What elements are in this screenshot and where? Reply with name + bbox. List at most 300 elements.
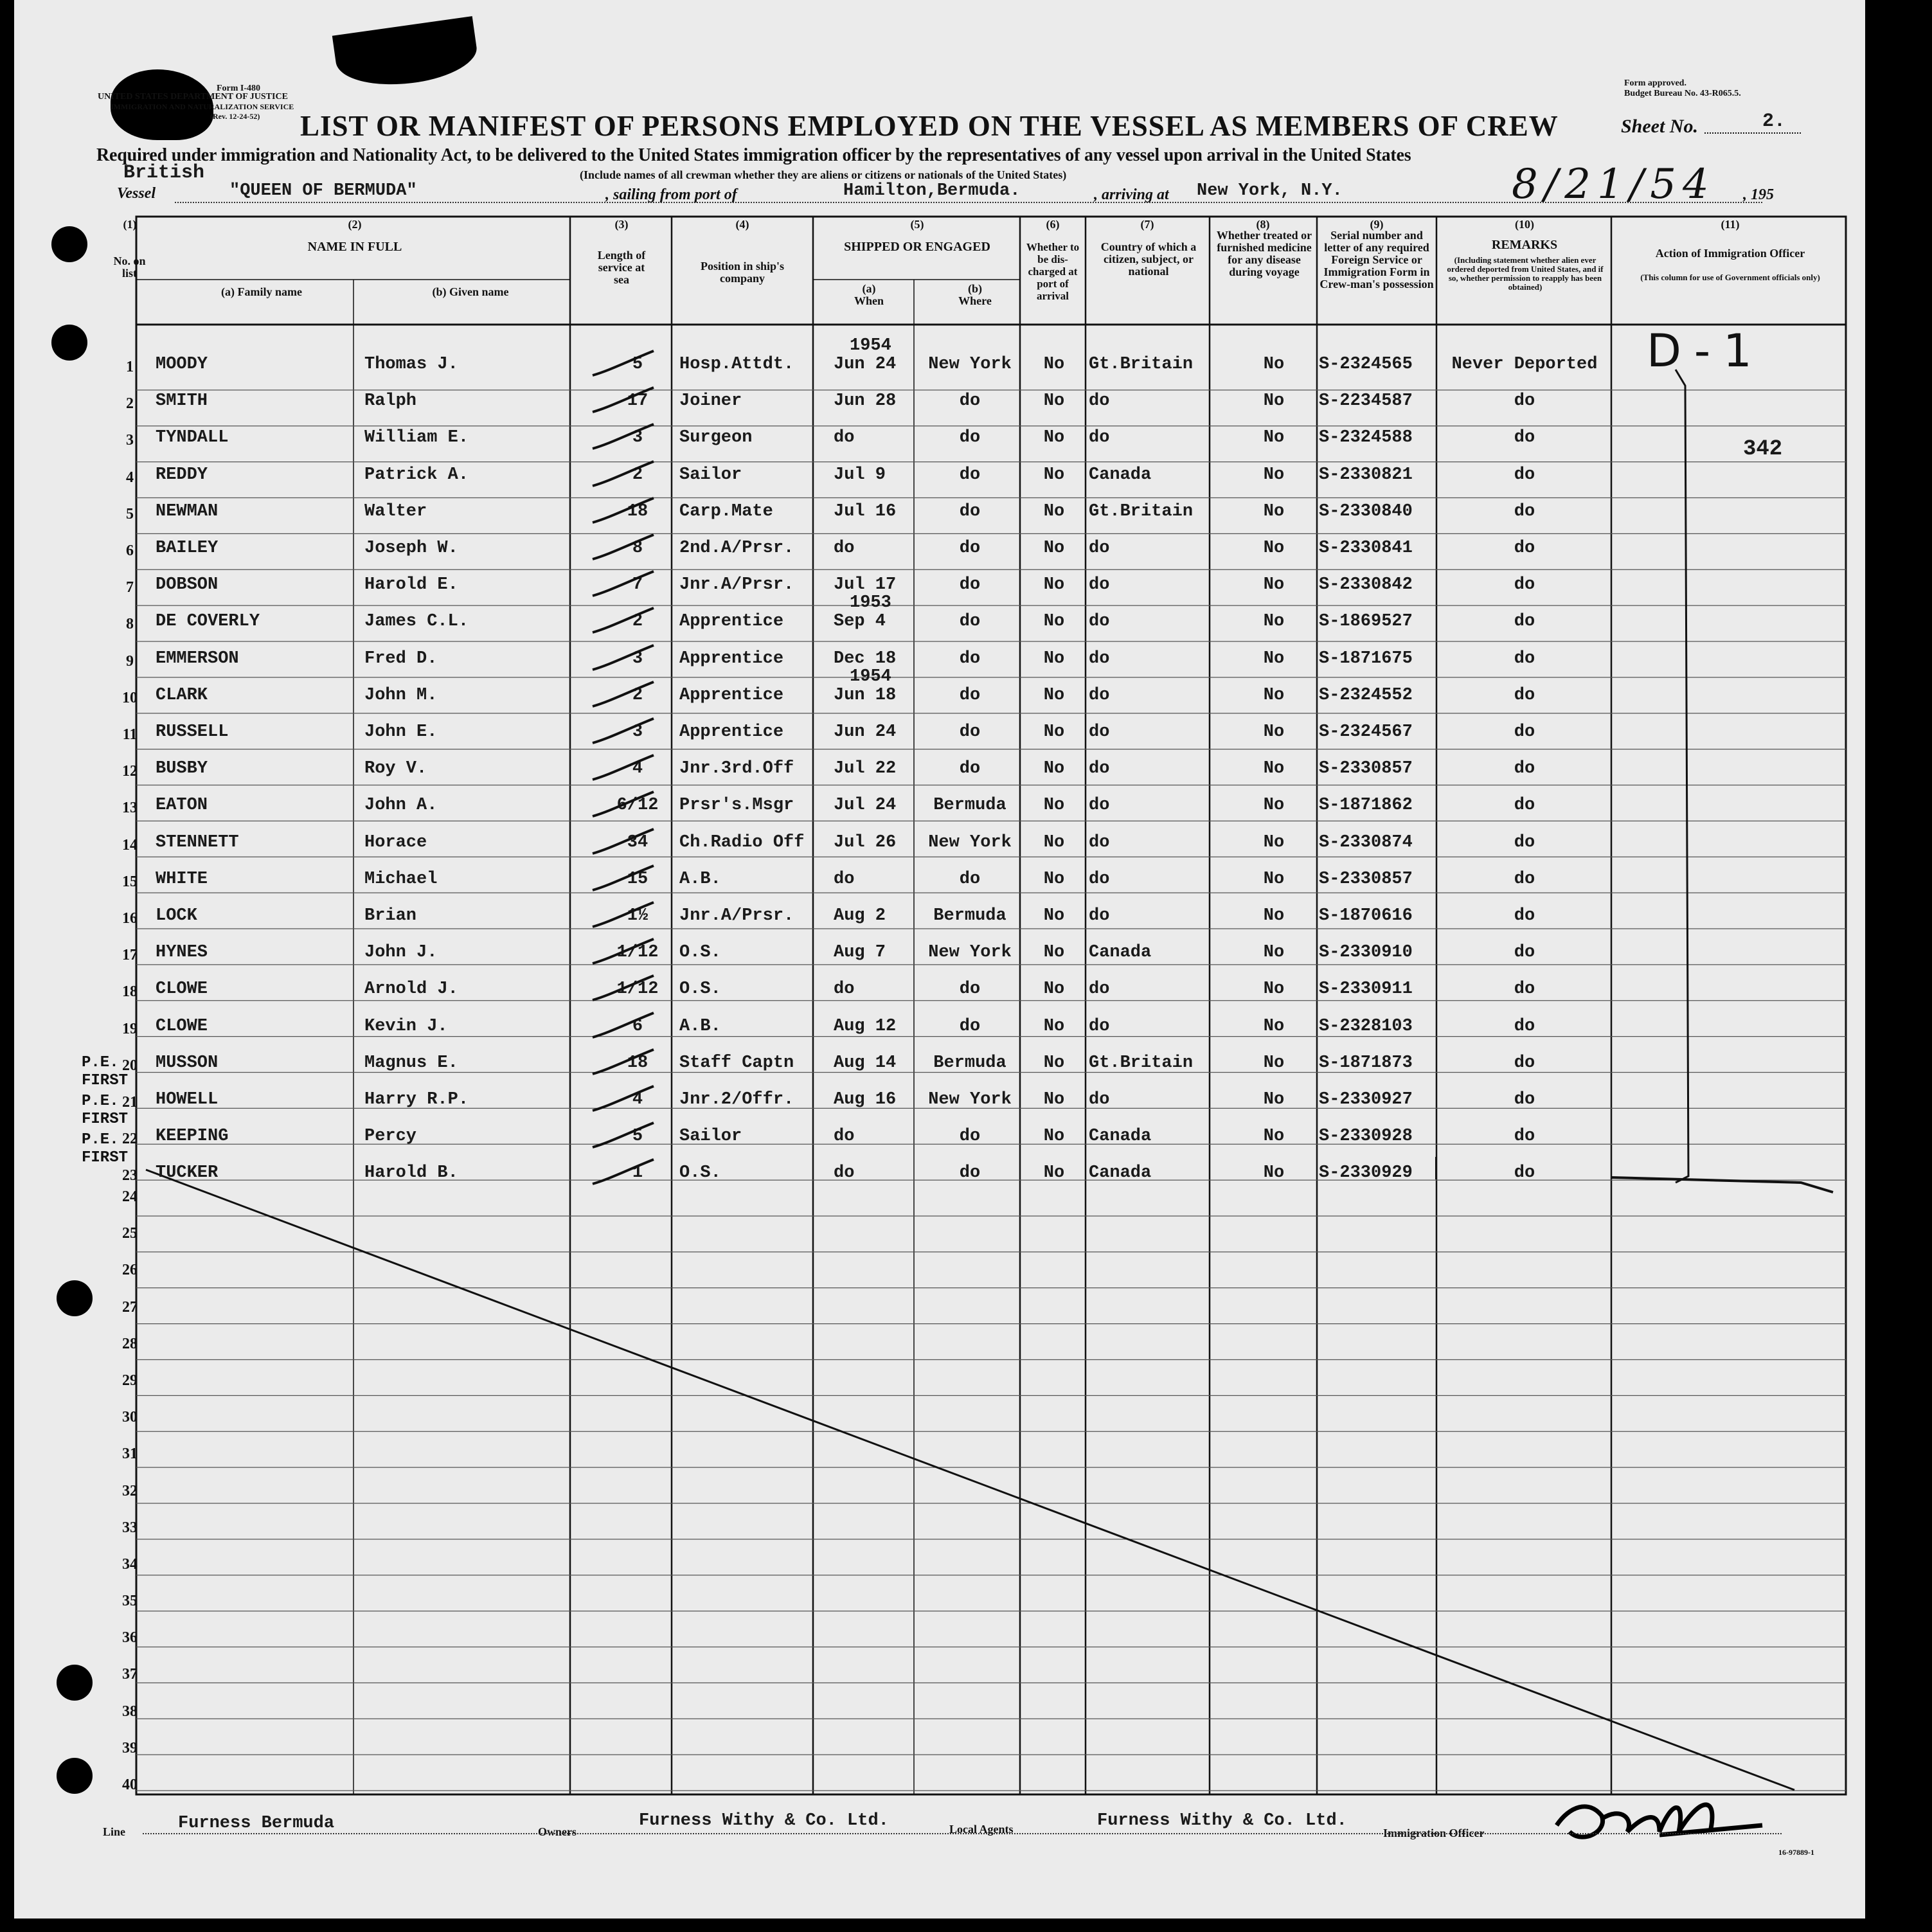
nationality: British xyxy=(123,162,205,184)
cell-country: do xyxy=(1089,1090,1110,1109)
arrival-date-handwritten: 8/21/54 xyxy=(1512,161,1715,208)
cell-serial: S-2330821 xyxy=(1319,465,1413,485)
cell-family: MOODY xyxy=(156,355,208,374)
cell-when: Jul 26 xyxy=(834,832,897,852)
cell-family: HYNES xyxy=(156,943,208,963)
cell-remarks: do xyxy=(1514,979,1535,999)
cell-where: do xyxy=(959,722,981,742)
cell-when: do xyxy=(834,1127,855,1147)
check-slash-icon xyxy=(589,1047,660,1079)
cell-country: Canada xyxy=(1089,1127,1152,1147)
cell-country: do xyxy=(1089,539,1110,558)
cell-service: 6 xyxy=(632,1016,643,1036)
cell-service: 1 xyxy=(632,1163,643,1183)
cell-family: REDDY xyxy=(156,465,208,485)
col6-number: (6) xyxy=(1046,218,1060,231)
check-slash-icon xyxy=(589,789,660,821)
cell-treated: No xyxy=(1263,1163,1285,1183)
cell-where: Bermuda xyxy=(933,906,1006,926)
cell-serial: S-2324588 xyxy=(1319,428,1413,448)
cell-where: do xyxy=(959,575,981,595)
row-number: 18 xyxy=(122,983,138,1001)
cell-disch: No xyxy=(1043,722,1065,742)
cell-service: 3 xyxy=(632,648,643,668)
cell-disch: No xyxy=(1043,612,1065,632)
cell-given: Joseph W. xyxy=(364,539,458,558)
cell-treated: No xyxy=(1263,1053,1285,1073)
col5-header: SHIPPED OR ENGAGED xyxy=(844,240,990,254)
cell-treated: No xyxy=(1263,722,1285,742)
row-number: 8 xyxy=(126,616,134,633)
vessel-label: Vessel xyxy=(117,185,156,202)
cell-when: do xyxy=(834,428,855,448)
cell-remarks: do xyxy=(1514,796,1535,816)
cell-when: Jun 18 xyxy=(834,685,897,705)
pe-note: P.E. FIRST xyxy=(82,1093,129,1128)
cell-position: Jnr.2/Offr. xyxy=(679,1090,794,1109)
sheet-label: Sheet No. xyxy=(1621,116,1698,137)
cell-family: TYNDALL xyxy=(156,428,229,448)
row-number: 2 xyxy=(126,395,134,413)
cell-serial: S-2324567 xyxy=(1319,722,1413,742)
footer-agents: Furness Withy & Co. Ltd. xyxy=(1097,1811,1347,1830)
cell-country: do xyxy=(1089,685,1110,705)
col4-header: Position in ship's company xyxy=(700,260,785,285)
cell-serial: S-1869527 xyxy=(1319,612,1413,632)
col2a-header: (a) Family name xyxy=(221,285,302,298)
row-number: 13 xyxy=(122,800,138,817)
cell-position: Apprentice xyxy=(679,722,784,742)
col7-header: Country of which a citizen, subject, or national xyxy=(1100,240,1197,278)
cell-remarks: do xyxy=(1514,1016,1535,1036)
cell-remarks: do xyxy=(1514,501,1535,521)
cell-when: Dec 18 xyxy=(834,648,897,668)
cell-where: do xyxy=(959,1163,981,1183)
cell-given: Harry R.P. xyxy=(364,1090,469,1109)
cell-service: 2 xyxy=(632,465,643,485)
cell-service: 34 xyxy=(627,832,648,852)
cell-given: John M. xyxy=(364,685,438,705)
cell-serial: S-2330911 xyxy=(1319,979,1413,999)
cell-given: Magnus E. xyxy=(364,1053,458,1073)
cell-remarks: do xyxy=(1514,648,1535,668)
cell-service: 4 xyxy=(632,1090,643,1109)
cell-disch: No xyxy=(1043,1090,1065,1109)
check-slash-icon xyxy=(589,973,660,1005)
cell-family: CLOWE xyxy=(156,979,208,999)
cell-given: Harold B. xyxy=(364,1163,458,1183)
cell-country: Gt.Britain xyxy=(1089,501,1194,521)
cell-service: 15 xyxy=(627,869,648,889)
check-slash-icon xyxy=(589,1084,660,1116)
cell-service: 7 xyxy=(632,575,643,595)
cell-where: do xyxy=(959,1016,981,1036)
cell-treated: No xyxy=(1263,391,1285,411)
cell-family: WHITE xyxy=(156,869,208,889)
pe-note: P.E. FIRST xyxy=(82,1131,129,1167)
cell-given: Patrick A. xyxy=(364,465,469,485)
cell-position: Jnr.3rd.Off xyxy=(679,759,794,779)
row-number: 4 xyxy=(126,469,134,486)
cell-family: CLOWE xyxy=(156,1016,208,1036)
sheet-number: 2. xyxy=(1762,111,1786,132)
cell-remarks: do xyxy=(1514,465,1535,485)
cell-service: 4 xyxy=(632,759,643,779)
cell-treated: No xyxy=(1263,1127,1285,1147)
cell-treated: No xyxy=(1263,501,1285,521)
cell-treated: No xyxy=(1263,648,1285,668)
row-number: 19 xyxy=(122,1020,138,1037)
cell-treated: No xyxy=(1263,1090,1285,1109)
row-number: 14 xyxy=(122,836,138,854)
col3-number: (3) xyxy=(614,218,629,231)
cell-treated: No xyxy=(1263,575,1285,595)
cell-service: 5 xyxy=(632,355,643,374)
cell-remarks: do xyxy=(1514,1163,1535,1183)
cell-disch: No xyxy=(1043,1016,1065,1036)
cell-given: Roy V. xyxy=(364,759,427,779)
check-slash-icon xyxy=(589,605,660,638)
cell-country: Canada xyxy=(1089,943,1152,963)
cell-serial: S-2330927 xyxy=(1319,1090,1413,1109)
cell-where: do xyxy=(959,465,981,485)
footer-agents-label: Local Agents xyxy=(949,1823,1014,1836)
cell-given: Kevin J. xyxy=(364,1016,448,1036)
row-number: 30 xyxy=(122,1409,138,1426)
cell-service: 2 xyxy=(632,685,643,705)
cell-family: DE COVERLY xyxy=(156,612,260,632)
cell-disch: No xyxy=(1043,759,1065,779)
cell-serial: S-1870616 xyxy=(1319,906,1413,926)
cell-serial: S-1871675 xyxy=(1319,648,1413,668)
cell-when: do xyxy=(834,1163,855,1183)
cell-service: 3 xyxy=(632,428,643,448)
cell-position: O.S. xyxy=(679,1163,721,1183)
cell-given: John J. xyxy=(364,943,438,963)
cell-year: 1953 xyxy=(850,593,891,613)
row-number: 32 xyxy=(122,1482,138,1499)
row-number: 21 xyxy=(122,1094,138,1111)
col1-number: (1) xyxy=(123,218,137,231)
row-number: 9 xyxy=(126,652,134,670)
cell-remarks: do xyxy=(1514,575,1535,595)
cell-position: Apprentice xyxy=(679,685,784,705)
check-slash-icon xyxy=(589,348,660,380)
cell-when: do xyxy=(834,979,855,999)
cell-treated: No xyxy=(1263,355,1285,374)
cell-family: MUSSON xyxy=(156,1053,219,1073)
cell-country: do xyxy=(1089,759,1110,779)
cell-disch: No xyxy=(1043,979,1065,999)
cell-when: Jun 24 xyxy=(834,355,897,374)
footer-line: Furness Bermuda xyxy=(178,1814,335,1833)
col10-number: (10) xyxy=(1515,218,1534,231)
cell-disch: No xyxy=(1043,869,1065,889)
cell-country: do xyxy=(1089,979,1110,999)
form-title: LIST OR MANIFEST OF PERSONS EMPLOYED ON THE VESSEL AS MEMBERS OF CREW xyxy=(300,110,1559,142)
cell-given: Brian xyxy=(364,906,417,926)
cell-serial: S-2330857 xyxy=(1319,759,1413,779)
cell-position: A.B. xyxy=(679,1016,721,1036)
check-slash-icon xyxy=(589,1157,660,1189)
cell-given: Arnold J. xyxy=(364,979,458,999)
cell-given: Horace xyxy=(364,832,427,852)
col8-number: (8) xyxy=(1256,218,1270,231)
cell-disch: No xyxy=(1043,685,1065,705)
cell-family: TUCKER xyxy=(156,1163,219,1183)
cell-where: do xyxy=(959,539,981,558)
row-number: 10 xyxy=(122,689,138,706)
footer-owners-label: Owners xyxy=(538,1825,577,1838)
cell-year: 1954 xyxy=(850,666,891,686)
col4-number: (4) xyxy=(735,218,749,231)
cell-where: do xyxy=(959,648,981,668)
cell-country: do xyxy=(1089,869,1110,889)
cell-family: STENNETT xyxy=(156,832,239,852)
col3-header: Length of service at sea xyxy=(597,249,646,286)
cell-given: Harold E. xyxy=(364,575,458,595)
cell-serial: S-2324565 xyxy=(1319,355,1413,374)
cell-disch: No xyxy=(1043,428,1065,448)
cell-given: Percy xyxy=(364,1127,417,1147)
cell-given: John A. xyxy=(364,796,438,816)
cell-remarks: do xyxy=(1514,685,1535,705)
check-slash-icon xyxy=(589,679,660,711)
check-slash-icon xyxy=(589,569,660,601)
cell-serial: S-2330857 xyxy=(1319,869,1413,889)
cell-when: Jul 24 xyxy=(834,796,897,816)
row-number: 34 xyxy=(122,1555,138,1573)
cell-given: Ralph xyxy=(364,391,417,411)
col10-subheader: (Including statement whether alien ever ordered deported from United States, and if so, whether permission to reapply has been obtained) xyxy=(1447,255,1604,292)
cell-disch: No xyxy=(1043,539,1065,558)
cell-country: do xyxy=(1089,391,1110,411)
row-number: 5 xyxy=(126,505,134,523)
year-suffix: , 195 xyxy=(1743,186,1774,203)
cell-where: do xyxy=(959,612,981,632)
pe-note: P.E. FIRST xyxy=(82,1054,129,1089)
cell-position: Sailor xyxy=(679,1127,742,1147)
row-number: 27 xyxy=(122,1298,138,1316)
footer-officer-label: Immigration Officer xyxy=(1383,1827,1485,1839)
cell-when: do xyxy=(834,539,855,558)
cell-given: Michael xyxy=(364,869,438,889)
cell-service: 1½ xyxy=(627,906,648,926)
col5-number: (5) xyxy=(910,218,924,231)
cell-given: James C.L. xyxy=(364,612,469,632)
cell-position: Ch.Radio Off xyxy=(679,832,805,852)
cell-disch: No xyxy=(1043,906,1065,926)
cell-when: Jul 16 xyxy=(834,501,897,521)
cell-country: do xyxy=(1089,612,1110,632)
cell-remarks: do xyxy=(1514,428,1535,448)
check-slash-icon xyxy=(589,459,660,491)
cell-given: William E. xyxy=(364,428,469,448)
cell-service: 6/12 xyxy=(616,796,659,816)
check-slash-icon xyxy=(589,496,660,528)
cell-position: Joiner xyxy=(679,391,742,411)
cell-country: Canada xyxy=(1089,1163,1152,1183)
row-number: 37 xyxy=(122,1666,138,1683)
check-slash-icon xyxy=(589,753,660,785)
cell-treated: No xyxy=(1263,943,1285,963)
sailing-port: Hamilton,Bermuda. xyxy=(843,181,1021,201)
cell-remarks: do xyxy=(1514,612,1535,632)
cell-serial: S-2330841 xyxy=(1319,539,1413,558)
cell-where: do xyxy=(959,1127,981,1147)
cell-when: Jul 17 xyxy=(834,575,897,595)
cell-serial: S-2330928 xyxy=(1319,1127,1413,1147)
cell-when: Jul 22 xyxy=(834,759,897,779)
row-number: 6 xyxy=(126,542,134,559)
cell-when: Sep 4 xyxy=(834,612,886,632)
cell-where: New York xyxy=(928,943,1012,963)
cell-family: EATON xyxy=(156,796,208,816)
footer-owners: Furness Withy & Co. Ltd. xyxy=(639,1811,889,1830)
arriving-label: , arriving at xyxy=(1094,186,1169,203)
cell-serial: S-2330929 xyxy=(1319,1163,1413,1183)
row-number: 31 xyxy=(122,1445,138,1463)
row-number: 17 xyxy=(122,947,138,964)
cell-country: do xyxy=(1089,648,1110,668)
cell-remarks: do xyxy=(1514,1053,1535,1073)
cell-country: Canada xyxy=(1089,465,1152,485)
cell-service: 18 xyxy=(627,1053,648,1073)
row-number: 1 xyxy=(126,359,134,375)
row-number: 26 xyxy=(122,1262,138,1279)
cell-remarks: do xyxy=(1514,869,1535,889)
cell-serial: S-2330842 xyxy=(1319,575,1413,595)
row-number: 22 xyxy=(122,1131,138,1148)
cell-serial: S-2330840 xyxy=(1319,501,1413,521)
col11-header: Action of Immigration Officer xyxy=(1655,247,1805,260)
row-number: 23 xyxy=(122,1167,138,1185)
row-number: 36 xyxy=(122,1629,138,1647)
cell-disch: No xyxy=(1043,391,1065,411)
cell-where: Bermuda xyxy=(933,796,1006,816)
check-slash-icon xyxy=(589,900,660,932)
cell-country: do xyxy=(1089,722,1110,742)
cell-position: O.S. xyxy=(679,979,721,999)
cell-country: Gt.Britain xyxy=(1089,1053,1194,1073)
cell-disch: No xyxy=(1043,832,1065,852)
check-slash-icon xyxy=(589,643,660,675)
cell-family: CLARK xyxy=(156,685,208,705)
footer-underline xyxy=(143,1833,1782,1834)
row-number: 11 xyxy=(122,726,138,743)
cell-service: 18 xyxy=(627,501,648,521)
cell-country: do xyxy=(1089,1016,1110,1036)
cell-where: New York xyxy=(928,832,1012,852)
agency-line-1: UNITED STATES DEPARTMENT OF JUSTICE xyxy=(98,92,288,102)
col5b-header: (b) Where xyxy=(958,282,992,307)
cell-remarks: do xyxy=(1514,1090,1535,1109)
include-note: (Include names of all crewman whether they are aliens or citizens or nationals of the United States) xyxy=(580,168,1067,181)
cell-country: do xyxy=(1089,796,1110,816)
footer-line-label: Line xyxy=(103,1825,126,1838)
cell-given: Thomas J. xyxy=(364,355,458,374)
cell-position: Jnr.A/Prsr. xyxy=(679,575,794,595)
print-code: 16-97889-1 xyxy=(1778,1848,1814,1857)
cell-where: Bermuda xyxy=(933,1053,1006,1073)
cell-position: Apprentice xyxy=(679,648,784,668)
arriving-port: New York, N.Y. xyxy=(1197,181,1343,201)
cell-remarks: do xyxy=(1514,391,1535,411)
agency-line-2: IMMIGRATION AND NATURALIZATION SERVICE xyxy=(111,102,294,111)
cell-position: O.S. xyxy=(679,943,721,963)
cell-family: HOWELL xyxy=(156,1090,219,1109)
cell-when: Aug 7 xyxy=(834,943,886,963)
cell-treated: No xyxy=(1263,612,1285,632)
col9-header: Serial number and letter of any required Foreign Service or Immigration Form in Crew-man's possession xyxy=(1319,229,1434,291)
row-number: 24 xyxy=(122,1188,138,1205)
cell-treated: No xyxy=(1263,465,1285,485)
cell-serial: S-2234587 xyxy=(1319,391,1413,411)
cell-serial: S-2330910 xyxy=(1319,943,1413,963)
cell-where: do xyxy=(959,501,981,521)
col7-number: (7) xyxy=(1140,218,1154,231)
cell-treated: No xyxy=(1263,906,1285,926)
cell-service: 17 xyxy=(627,391,648,411)
row-number: 38 xyxy=(122,1703,138,1720)
cell-remarks: do xyxy=(1514,906,1535,926)
cell-family: DOBSON xyxy=(156,575,219,595)
col2-header: NAME IN FULL xyxy=(307,240,402,254)
cell-disch: No xyxy=(1043,943,1065,963)
cell-position: 2nd.A/Prsr. xyxy=(679,539,794,558)
form-revision: (Rev. 12-24-52) xyxy=(210,112,260,121)
col11-number: (11) xyxy=(1721,218,1740,231)
cell-year: 1954 xyxy=(850,336,891,355)
row-number: 16 xyxy=(122,910,138,927)
cell-service: 8 xyxy=(632,539,643,558)
cell-where: do xyxy=(959,869,981,889)
officer-action-mark: D-1 xyxy=(1647,325,1765,377)
cell-family: KEEPING xyxy=(156,1127,229,1147)
cell-service: 5 xyxy=(632,1127,643,1147)
cell-where: do xyxy=(959,685,981,705)
cell-where: do xyxy=(959,979,981,999)
cell-treated: No xyxy=(1263,979,1285,999)
cell-serial: S-2324552 xyxy=(1319,685,1413,705)
cell-remarks: do xyxy=(1514,943,1535,963)
cell-treated: No xyxy=(1263,1016,1285,1036)
cell-serial: S-2330874 xyxy=(1319,832,1413,852)
cell-family: LOCK xyxy=(156,906,197,926)
cell-given: Fred D. xyxy=(364,648,438,668)
col9-number: (9) xyxy=(1370,218,1384,231)
cell-when: Aug 2 xyxy=(834,906,886,926)
officer-action-number: 342 xyxy=(1743,437,1783,461)
cell-position: Prsr's.Msgr xyxy=(679,796,794,816)
row-number: 12 xyxy=(122,763,138,780)
check-slash-icon xyxy=(589,1120,660,1152)
cell-disch: No xyxy=(1043,1163,1065,1183)
row-number: 20 xyxy=(122,1057,138,1074)
col1-header: No. on list xyxy=(113,255,146,280)
cell-disch: No xyxy=(1043,501,1065,521)
cell-where: New York xyxy=(928,1090,1012,1109)
check-slash-icon xyxy=(589,716,660,748)
cell-family: RUSSELL xyxy=(156,722,229,742)
cell-remarks: do xyxy=(1514,1127,1535,1147)
row-number: 40 xyxy=(122,1776,138,1793)
row-number: 25 xyxy=(122,1225,138,1242)
cell-when: Aug 14 xyxy=(834,1053,897,1073)
row-number: 3 xyxy=(126,432,134,449)
row-number: 39 xyxy=(122,1739,138,1757)
cell-when: Jun 28 xyxy=(834,391,897,411)
